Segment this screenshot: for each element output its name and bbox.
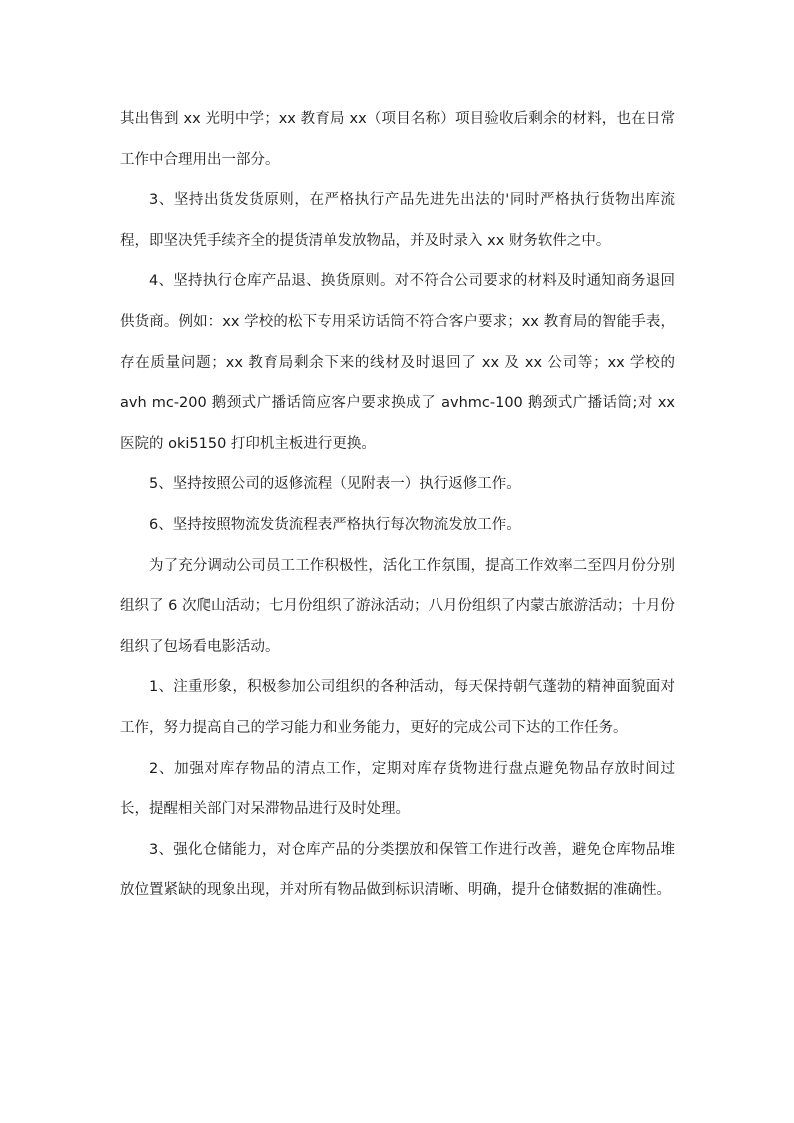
- paragraph-item-5-repairs: 5、坚持按照公司的返修流程（见附表一）执行返修工作。: [149, 476, 521, 493]
- paragraph-activities: 为了充分调动公司员工工作积极性，活化工作氛围，提高工作效率二至四月份分别组织了 6 次爬山活动；七月份组织了游泳活动；八月份组织了内蒙古旅游活动；十月份组织了包场看电影活动。: [120, 557, 675, 655]
- paragraph-plan-1: 1、注重形象，积极参加公司组织的各种活动，每天保持朝气蓬勃的精神面貌面对工作，努力提高自己的学习能力和业务能力，更好的完成公司下达的工作任务。: [120, 679, 675, 736]
- paragraph-item-6-logistics: 6、坚持按照物流发货流程表严格执行每次物流发放工作。: [149, 516, 521, 533]
- paragraph-item-3-shipping: 3、坚持出货发货原则，在严格执行产品先进先出法的'同时严格执行货物出库流程，即坚决凭手续齐全的提货清单发放物品，并及时录入 xx 财务软件之中。: [120, 192, 675, 249]
- document-body: [120, 99, 675, 911]
- paragraph-plan-3: 3、强化仓储能力，对仓库产品的分类摆放和保管工作进行改善，避免仓库物品堆放位置紧缺的现象出现，并对所有物品做到标识清晰、明确，提升仓储数据的准确性。: [120, 841, 675, 899]
- paragraph-item-4-returns: 4、坚持执行仓库产品退、换货原则。对不符合公司要求的材料及时通知商务退回供货商。例如：xx 学校的松下专用采访话筒不符合客户要求；xx 教育局的智能手表，存在质量问题；xx 教育局剩余下来的线材及时退回了 xx 及 xx 公司等；xx 学校的 avh mc-200 鹅颈式广播话筒应客户要求换成了 avhmc-100 鹅颈式广播话筒;对 xx 医院的 oki5150 打印机主板进行更换。: [120, 273, 675, 452]
- paragraph-plan-2: 2、加强对库存物品的清点工作，定期对库存货物进行盘点避免物品存放时间过长，提醒相关部门对呆滞物品进行及时处理。: [120, 760, 675, 818]
- paragraph-continued: 其出售到 xx 光明中学；xx 教育局 xx（项目名称）项目验收后剩余的材料，也在日常工作中合理用出一部分。: [120, 111, 675, 168]
